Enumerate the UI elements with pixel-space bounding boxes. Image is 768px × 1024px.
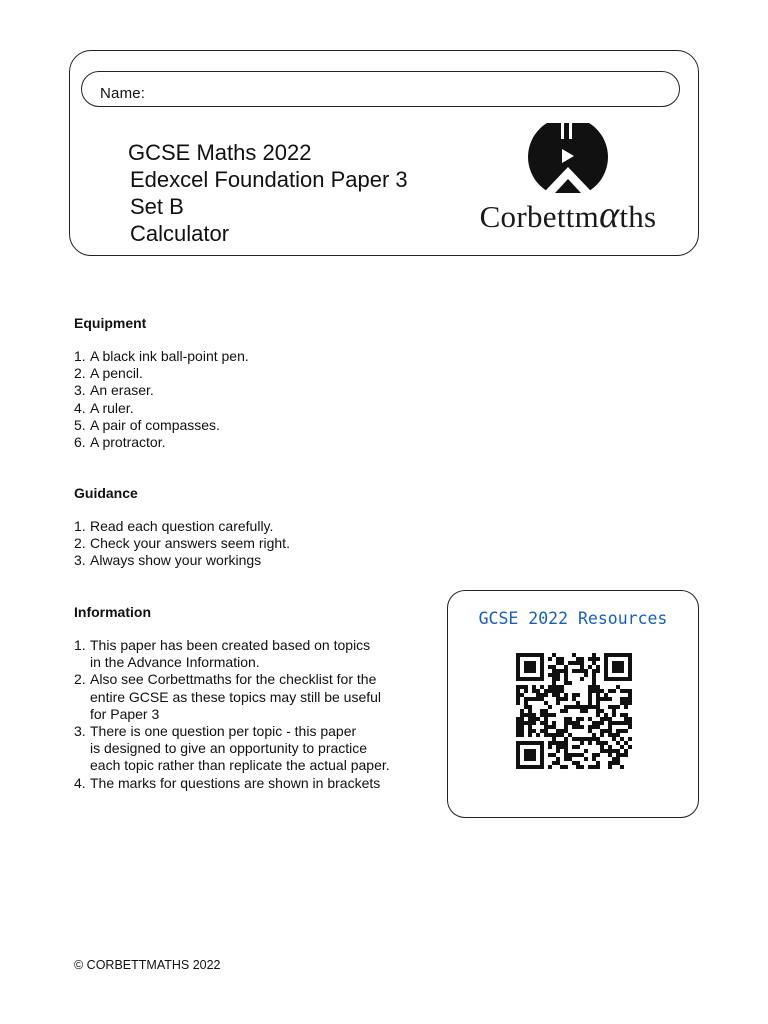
list-item [74, 382, 249, 399]
logo-wordmark: Corbettmαths [479, 194, 657, 236]
list-item-number: 4. [74, 399, 86, 416]
list-item-text: Check your answers seem right. [90, 535, 290, 552]
list-item-text: There is one question per topic - this paper is designed to give an opportunity to practice each topic rather than replicate the actual paper. [90, 723, 390, 774]
logo-emblem-icon [453, 123, 683, 193]
list-item [74, 348, 249, 365]
list-item-number: 2. [74, 671, 86, 688]
name-field[interactable] [81, 71, 680, 107]
list-item-text: Read each question carefully. [90, 518, 274, 534]
list-item [74, 775, 390, 792]
list-item-number: 2. [74, 365, 86, 382]
header-box [69, 50, 699, 256]
corbettmaths-logo [453, 123, 683, 253]
list-item-number: 3. [74, 723, 86, 740]
equipment-list [74, 348, 249, 451]
list-item-text: This paper has been created based on topics in the Advance Information. [90, 637, 371, 671]
list-item [74, 400, 249, 417]
list-item-text: Also see Corbettmaths for the checklist for the entire GCSE as these topics may still be useful for Paper 3 [90, 671, 382, 722]
list-item-number: 1. [74, 348, 86, 364]
list-item-text: A protractor. [90, 434, 166, 451]
qr-code-icon[interactable] [514, 653, 634, 769]
paper-title [130, 139, 408, 247]
list-item-text: The marks for questions are shown in brackets [90, 774, 381, 791]
list-item [74, 365, 249, 382]
list-item-number: 1. [74, 518, 86, 534]
list-item [74, 518, 290, 535]
list-item-number: 3. [74, 382, 86, 399]
list-item [74, 723, 390, 775]
name-label: Name: [100, 85, 146, 102]
resources-title: GCSE 2022 Resources [478, 609, 668, 628]
list-item-number: 2. [74, 535, 86, 552]
list-item-text: A pencil. [90, 365, 143, 382]
information-heading: Information [74, 604, 151, 620]
list-item [74, 637, 390, 671]
information-list [74, 637, 390, 792]
list-item-text: A black ink ball-point pen. [90, 348, 249, 364]
list-item [74, 434, 249, 451]
guidance-heading: Guidance [74, 485, 138, 501]
list-item [74, 671, 390, 723]
copyright-footer: © CORBETTMATHS 2022 [74, 958, 221, 972]
list-item-text: Always show your workings [90, 552, 262, 569]
list-item [74, 535, 290, 552]
list-item-number: 1. [74, 637, 86, 653]
list-item-text: A pair of compasses. [90, 416, 220, 433]
list-item [74, 552, 290, 569]
title-line-3: Set B [130, 194, 184, 219]
list-item-text: An eraser. [90, 382, 154, 399]
list-item-number: 5. [74, 416, 86, 433]
title-line-2: Edexcel Foundation Paper 3 [130, 167, 408, 192]
title-line-4: Calculator [130, 221, 230, 246]
list-item-number: 6. [74, 434, 86, 451]
list-item [74, 417, 249, 434]
list-item-number: 4. [74, 774, 86, 791]
resources-box [447, 590, 699, 818]
list-item-number: 3. [74, 552, 86, 569]
equipment-heading: Equipment [74, 315, 147, 331]
guidance-list [74, 518, 290, 570]
title-line-1: GCSE Maths 2022 [128, 140, 312, 165]
list-item-text: A ruler. [90, 399, 134, 416]
